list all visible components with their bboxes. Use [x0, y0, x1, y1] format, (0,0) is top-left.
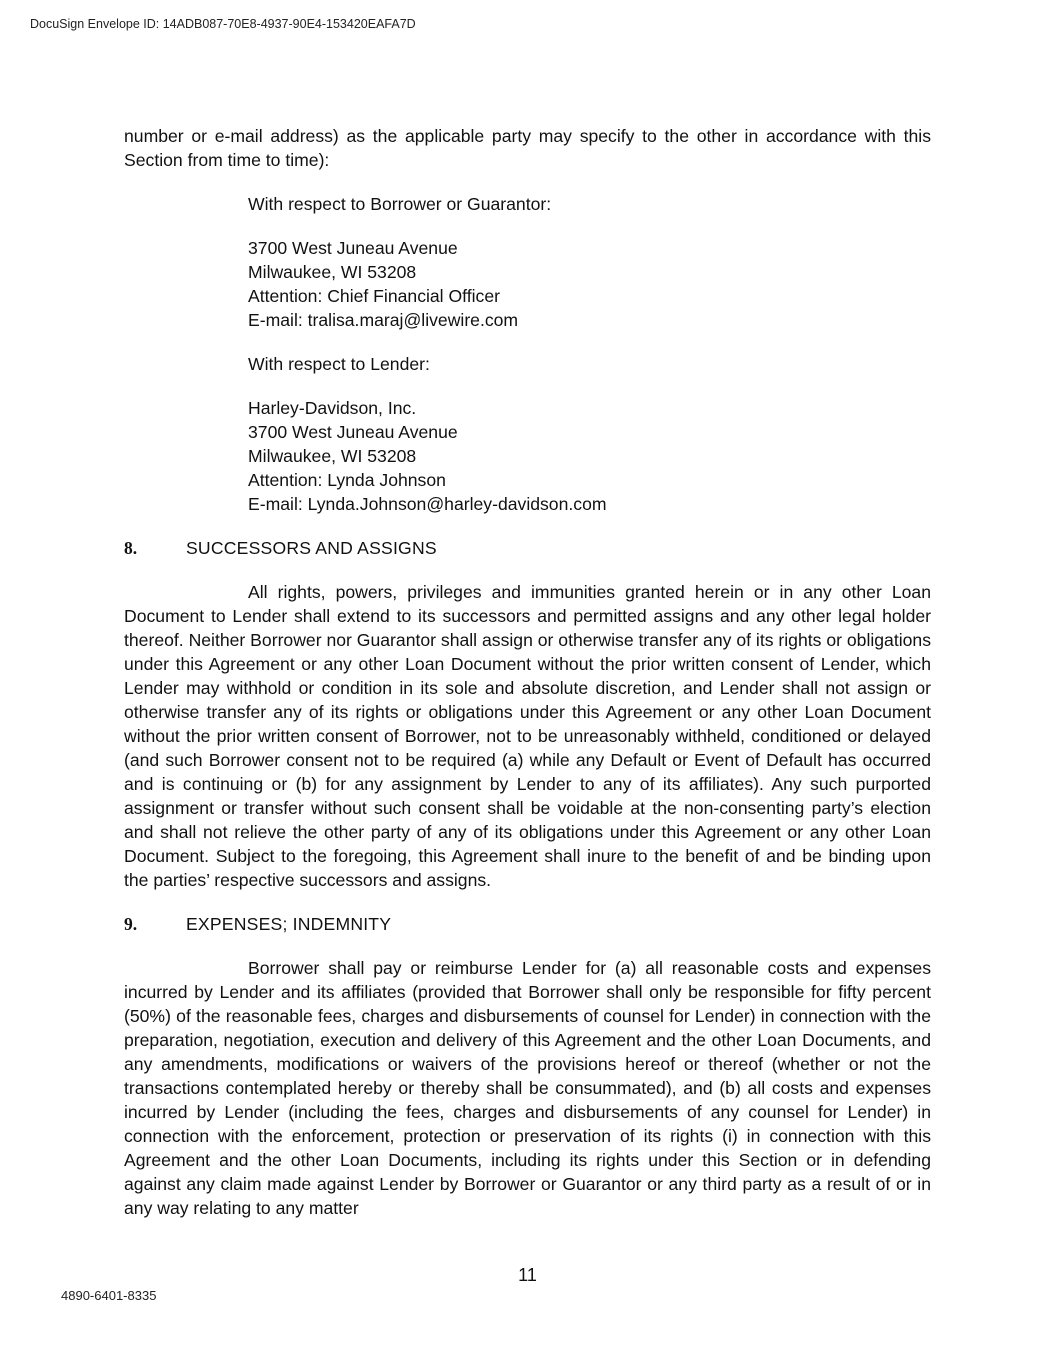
- document-number: 4890-6401-8335: [61, 1288, 157, 1303]
- page-number: 11: [518, 1265, 537, 1285]
- borrower-address: [248, 236, 931, 332]
- lender-notice-heading: With respect to Lender:: [248, 354, 430, 374]
- section-title: SUCCESSORS AND ASSIGNS: [186, 538, 437, 558]
- email-line: E-mail: Lynda.Johnson@harley-davidson.com: [248, 494, 607, 514]
- address-line: 3700 West Juneau Avenue: [248, 238, 458, 258]
- attention-line: Attention: Lynda Johnson: [248, 470, 446, 490]
- attention-line: Attention: Chief Financial Officer: [248, 286, 500, 306]
- section-8-body: All rights, powers, privileges and immunities granted herein or in any other Loan Document to Lender shall extend to its successors and permitted assigns and any other legal holder thereof. Neither Borrower nor Guarantor shall assign or otherwise transfer any of its rights or obligations under this Agreement or any other Loan Document without the prior written consent of Lender, which Lender may withhold or condition in its sole and absolute discretion, and Lender shall not assign or otherwise transfer any of its rights or obligations under this Agreement or any other Loan Document without the prior written consent of Borrower, not to be unreasonably withheld, conditioned or delayed (and such Borrower consent not to be required (a) while any Default or Event of Default has occurred and is continuing or (b) for any assignment by Lender to any of its affiliates). Any such purported assignment or transfer without such consent shall be voidable at the non-consenting party’s election and shall not relieve the other party of any of its obligations under this Agreement or any other Loan Document. Subject to the foregoing, this Agreement shall inure to the benefit of and be binding upon the parties’ respective successors and assigns.: [124, 582, 931, 890]
- section-title: EXPENSES; INDEMNITY: [186, 914, 392, 934]
- section-8-heading: [124, 536, 931, 560]
- lender-address: [248, 396, 931, 516]
- address-line: 3700 West Juneau Avenue: [248, 422, 458, 442]
- address-line: Milwaukee, WI 53208: [248, 446, 417, 466]
- company-line: Harley-Davidson, Inc.: [248, 398, 417, 418]
- envelope-id: DocuSign Envelope ID: 14ADB087-70E8-4937-90E4-153420EAFA7D: [30, 17, 416, 31]
- email-line: E-mail: tralisa.maraj@livewire.com: [248, 310, 519, 330]
- section-number: 8.: [124, 538, 138, 558]
- section-number: 9.: [124, 914, 138, 934]
- section-9-body: Borrower shall pay or reimburse Lender for (a) all reasonable costs and expenses incurred by Lender and its affiliates (provided that Borrower shall only be responsible for fifty percent (50%) of the reasonable fees, charges and disbursements of counsel for Lender) in connection with the preparation, negotiation, execution and delivery of this Agreement and the other Loan Documents, and any amendments, modifications or waivers of the provisions hereof or thereof (whether or not the transactions contemplated hereby or thereby shall be consummated), and (b) all costs and expenses incurred by Lender (including the fees, charges and disbursements of any counsel for Lender) in connection with the enforcement, protection or preservation of its rights (i) in connection with this Agreement and the other Loan Documents, including its rights under this Section or in defending against any claim made against Lender by Borrower or Guarantor or any third party as a result of or in any way relating to any matter: [124, 958, 931, 1218]
- lender-notice-block: [248, 352, 931, 516]
- section-9-heading: [124, 912, 931, 936]
- borrower-notice-block: [248, 192, 931, 332]
- document-page: [124, 124, 931, 1220]
- address-line: Milwaukee, WI 53208: [248, 262, 417, 282]
- borrower-notice-heading: With respect to Borrower or Guarantor:: [248, 194, 552, 214]
- intro-paragraph: number or e-mail address) as the applicable party may specify to the other in accordance with this Section from time to time):: [124, 126, 931, 170]
